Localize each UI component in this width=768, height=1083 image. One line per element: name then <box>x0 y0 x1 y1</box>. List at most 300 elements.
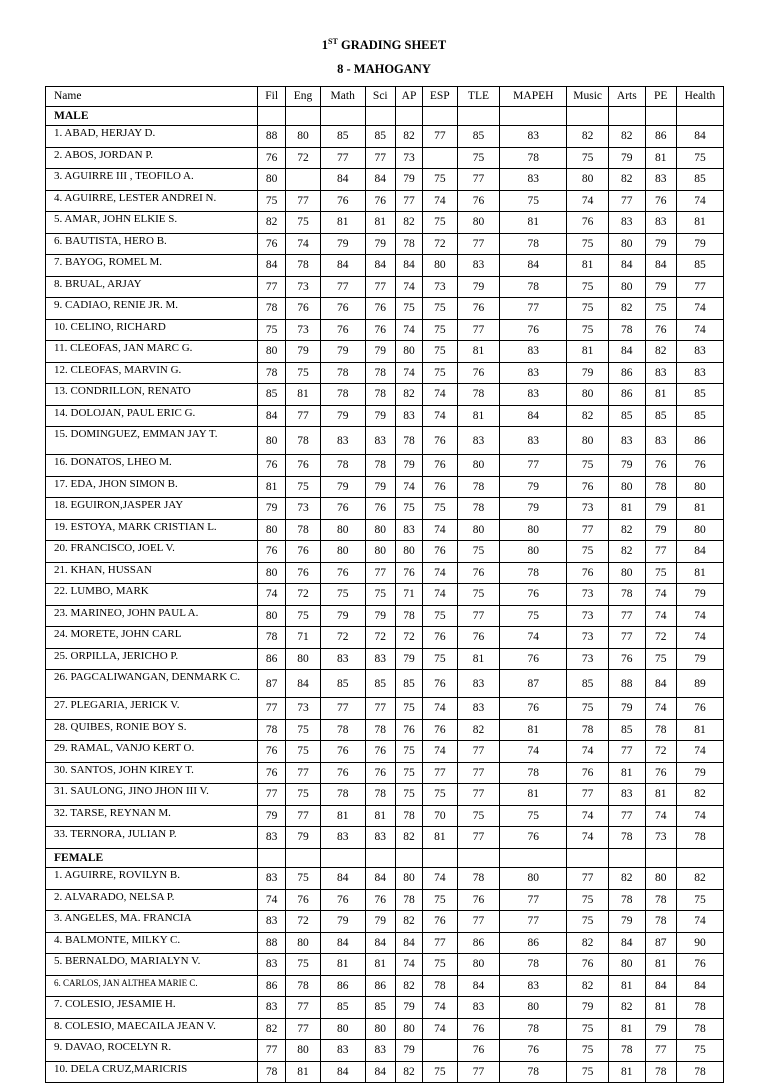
grade-cell: 83 <box>645 169 676 191</box>
column-header-arts: Arts <box>609 87 646 107</box>
grade-cell: 80 <box>320 541 365 563</box>
grade-cell: 75 <box>286 362 320 384</box>
grade-cell: 86 <box>320 975 365 997</box>
section-row-female <box>46 848 724 868</box>
grade-cell: 75 <box>567 233 609 255</box>
grade-cell: 81 <box>645 954 676 976</box>
grade-cell: 85 <box>365 997 395 1019</box>
student-name: 26. PAGCALIWANGAN, DENMARK C. <box>46 670 258 698</box>
grade-cell: 76 <box>365 190 395 212</box>
grade-cell: 83 <box>645 427 676 455</box>
grade-cell: 75 <box>567 147 609 169</box>
grade-cell: 82 <box>395 1061 422 1083</box>
grade-cell: 86 <box>365 975 395 997</box>
grade-cell: 77 <box>365 562 395 584</box>
grade-cell: 79 <box>645 1018 676 1040</box>
grade-cell: 80 <box>457 519 500 541</box>
grade-cell: 76 <box>320 762 365 784</box>
grade-cell: 78 <box>258 362 286 384</box>
grade-cell <box>423 1040 457 1062</box>
grade-cell: 73 <box>567 627 609 649</box>
grade-cell: 74 <box>423 562 457 584</box>
grade-cell: 75 <box>286 784 320 806</box>
grade-cell: 76 <box>258 147 286 169</box>
grade-cell: 76 <box>457 362 500 384</box>
grade-cell: 74 <box>676 805 723 827</box>
grade-cell: 81 <box>609 762 646 784</box>
grade-cell: 82 <box>609 169 646 191</box>
grade-cell: 81 <box>286 384 320 406</box>
grade-cell: 79 <box>395 455 422 477</box>
grade-cell: 80 <box>567 384 609 406</box>
grade-cell: 76 <box>320 298 365 320</box>
grade-cell: 74 <box>423 190 457 212</box>
grade-cell: 85 <box>365 670 395 698</box>
grade-cell: 74 <box>500 741 567 763</box>
grade-cell: 75 <box>395 784 422 806</box>
student-name: 11. CLEOFAS, JAN MARC G. <box>46 341 258 363</box>
column-header-mapeh: MAPEH <box>500 87 567 107</box>
grade-cell: 81 <box>645 784 676 806</box>
grade-cell: 77 <box>500 889 567 911</box>
grade-cell: 75 <box>500 805 567 827</box>
grade-cell: 78 <box>320 455 365 477</box>
empty-cell <box>567 848 609 868</box>
empty-cell <box>567 106 609 126</box>
grade-cell: 78 <box>320 362 365 384</box>
empty-cell <box>365 848 395 868</box>
grade-cell: 78 <box>320 384 365 406</box>
student-name: 22. LUMBO, MARK <box>46 584 258 606</box>
grade-cell: 77 <box>457 319 500 341</box>
grade-cell: 79 <box>365 405 395 427</box>
student-name: 15. DOMINGUEZ, EMMAN JAY T. <box>46 427 258 455</box>
grade-cell: 76 <box>676 698 723 720</box>
grade-cell: 78 <box>395 605 422 627</box>
grade-cell: 77 <box>457 827 500 849</box>
grade-cell: 77 <box>320 276 365 298</box>
grade-cell: 83 <box>500 975 567 997</box>
grade-cell: 84 <box>258 255 286 277</box>
grade-cell: 78 <box>645 719 676 741</box>
student-name: 16. DONATOS, LHEO M. <box>46 455 258 477</box>
grade-cell: 79 <box>320 233 365 255</box>
grade-cell: 77 <box>258 276 286 298</box>
grade-cell: 82 <box>567 126 609 148</box>
grade-cell: 79 <box>395 1040 422 1062</box>
grade-cell: 76 <box>567 954 609 976</box>
grade-cell: 76 <box>365 319 395 341</box>
grade-cell: 80 <box>609 233 646 255</box>
grade-cell: 81 <box>500 784 567 806</box>
grade-cell: 74 <box>676 605 723 627</box>
grade-cell: 81 <box>645 997 676 1019</box>
grade-cell: 81 <box>457 341 500 363</box>
student-name: 24. MORETE, JOHN CARL <box>46 627 258 649</box>
grade-cell: 82 <box>609 868 646 890</box>
grade-cell: 77 <box>395 190 422 212</box>
grade-cell: 76 <box>320 889 365 911</box>
grade-cell: 74 <box>567 805 609 827</box>
grade-cell: 75 <box>423 169 457 191</box>
grade-cell: 77 <box>365 698 395 720</box>
grade-cell: 78 <box>395 233 422 255</box>
grade-cell: 75 <box>567 541 609 563</box>
grade-cell: 83 <box>676 362 723 384</box>
grade-cell: 73 <box>395 147 422 169</box>
grade-cell: 77 <box>258 1040 286 1062</box>
grade-cell: 73 <box>286 319 320 341</box>
empty-cell <box>457 106 500 126</box>
column-header-tle: TLE <box>457 87 500 107</box>
grade-cell: 90 <box>676 932 723 954</box>
grade-cell: 75 <box>500 190 567 212</box>
student-name: 4. AGUIRRE, LESTER ANDREI N. <box>46 190 258 212</box>
grade-cell: 76 <box>320 562 365 584</box>
grade-cell: 76 <box>457 298 500 320</box>
grade-cell: 82 <box>609 997 646 1019</box>
grade-cell: 78 <box>457 476 500 498</box>
grade-cell: 76 <box>567 762 609 784</box>
table-row <box>46 719 724 741</box>
grade-cell: 80 <box>258 519 286 541</box>
grade-cell: 77 <box>286 405 320 427</box>
student-name: 2. ABOS, JORDAN P. <box>46 147 258 169</box>
grade-cell: 83 <box>258 827 286 849</box>
column-header-math: Math <box>320 87 365 107</box>
grade-cell: 76 <box>320 319 365 341</box>
student-name: 30. SANTOS, JOHN KIREY T. <box>46 762 258 784</box>
grade-cell: 72 <box>365 627 395 649</box>
grade-cell: 84 <box>395 932 422 954</box>
empty-cell <box>365 106 395 126</box>
grade-cell: 84 <box>500 255 567 277</box>
grade-cell: 75 <box>395 298 422 320</box>
grade-cell: 82 <box>609 541 646 563</box>
grade-cell: 81 <box>320 805 365 827</box>
grade-cell: 75 <box>423 298 457 320</box>
grade-cell: 79 <box>457 276 500 298</box>
grade-cell: 81 <box>645 384 676 406</box>
grade-cell: 83 <box>258 911 286 933</box>
grade-cell: 75 <box>258 319 286 341</box>
grade-cell: 74 <box>500 627 567 649</box>
grade-cell: 75 <box>395 698 422 720</box>
grade-cell: 88 <box>258 932 286 954</box>
grade-cell: 72 <box>395 627 422 649</box>
table-row <box>46 670 724 698</box>
grade-cell: 79 <box>365 233 395 255</box>
table-row <box>46 911 724 933</box>
grade-cell: 75 <box>365 584 395 606</box>
grade-cell: 79 <box>320 405 365 427</box>
student-name: 23. MARINEO, JOHN PAUL A. <box>46 605 258 627</box>
grade-cell: 78 <box>500 562 567 584</box>
grade-cell: 84 <box>500 405 567 427</box>
grade-cell: 84 <box>645 670 676 698</box>
grade-cell: 74 <box>423 997 457 1019</box>
grade-cell: 76 <box>423 911 457 933</box>
grade-cell: 76 <box>567 562 609 584</box>
grade-cell: 75 <box>567 698 609 720</box>
table-row <box>46 455 724 477</box>
grade-cell: 74 <box>423 384 457 406</box>
grade-cell: 78 <box>645 1061 676 1083</box>
table-row <box>46 741 724 763</box>
table-row <box>46 405 724 427</box>
grade-cell: 74 <box>423 698 457 720</box>
grade-cell: 76 <box>645 455 676 477</box>
grade-cell: 79 <box>500 498 567 520</box>
grade-cell: 80 <box>365 541 395 563</box>
column-header-esp: ESP <box>423 87 457 107</box>
empty-cell <box>395 106 422 126</box>
grade-cell: 84 <box>395 255 422 277</box>
grade-cell: 77 <box>609 627 646 649</box>
student-name: 20. FRANCISCO, JOEL V. <box>46 541 258 563</box>
grade-cell: 79 <box>258 805 286 827</box>
grade-cell: 84 <box>365 1061 395 1083</box>
empty-cell <box>423 848 457 868</box>
grade-cell: 83 <box>500 169 567 191</box>
grade-cell: 85 <box>320 997 365 1019</box>
table-row <box>46 698 724 720</box>
grade-cell: 73 <box>645 827 676 849</box>
empty-cell <box>320 848 365 868</box>
empty-cell <box>423 106 457 126</box>
grade-cell: 75 <box>286 741 320 763</box>
grade-cell: 77 <box>457 762 500 784</box>
grade-cell: 77 <box>286 805 320 827</box>
grade-cell: 85 <box>457 126 500 148</box>
grade-cell: 73 <box>286 276 320 298</box>
grade-cell: 75 <box>567 455 609 477</box>
grade-cell: 83 <box>500 427 567 455</box>
grade-cell: 80 <box>395 1018 422 1040</box>
empty-cell <box>320 106 365 126</box>
student-name: 17. EDA, JHON SIMON B. <box>46 476 258 498</box>
grade-cell: 81 <box>320 212 365 234</box>
grade-cell: 75 <box>320 584 365 606</box>
column-header-ap: AP <box>395 87 422 107</box>
grade-cell: 74 <box>676 298 723 320</box>
grade-cell: 84 <box>365 255 395 277</box>
table-row <box>46 384 724 406</box>
table-row <box>46 147 724 169</box>
grade-cell: 76 <box>365 741 395 763</box>
table-row <box>46 562 724 584</box>
grade-cell: 76 <box>258 762 286 784</box>
grade-cell: 77 <box>423 126 457 148</box>
grade-cell: 79 <box>645 519 676 541</box>
grade-cell: 74 <box>676 190 723 212</box>
grade-cell: 83 <box>365 648 395 670</box>
grade-cell: 76 <box>609 648 646 670</box>
student-name: 10. DELA CRUZ,MARICRIS <box>46 1061 258 1083</box>
grade-cell: 81 <box>365 805 395 827</box>
grade-cell: 84 <box>609 341 646 363</box>
grade-cell: 82 <box>567 932 609 954</box>
grade-cell: 81 <box>609 975 646 997</box>
grade-cell: 86 <box>609 362 646 384</box>
grade-cell: 79 <box>676 233 723 255</box>
grade-cell: 77 <box>645 1040 676 1062</box>
grade-cell: 78 <box>500 1061 567 1083</box>
grade-cell: 75 <box>258 190 286 212</box>
grade-cell: 80 <box>395 341 422 363</box>
grade-cell: 84 <box>609 255 646 277</box>
column-header-health: Health <box>676 87 723 107</box>
grade-cell: 75 <box>645 298 676 320</box>
grade-cell: 87 <box>500 670 567 698</box>
grade-cell: 86 <box>676 427 723 455</box>
grade-cell: 83 <box>365 1040 395 1062</box>
grade-cell: 83 <box>457 427 500 455</box>
grade-cell: 80 <box>609 954 646 976</box>
grade-cell: 82 <box>258 212 286 234</box>
section-label: MALE <box>46 106 258 126</box>
student-name: 8. BRUAL, ARJAY <box>46 276 258 298</box>
grade-cell: 83 <box>645 212 676 234</box>
grade-cell: 83 <box>258 954 286 976</box>
grade-cell: 80 <box>676 519 723 541</box>
grade-cell: 78 <box>645 911 676 933</box>
empty-cell <box>609 848 646 868</box>
table-row <box>46 362 724 384</box>
grade-cell: 84 <box>609 932 646 954</box>
grade-cell: 84 <box>365 868 395 890</box>
grade-cell: 77 <box>286 1018 320 1040</box>
grade-cell: 77 <box>365 276 395 298</box>
grade-cell: 76 <box>423 541 457 563</box>
empty-cell <box>258 106 286 126</box>
grade-cell: 73 <box>567 648 609 670</box>
grades-table <box>45 86 724 1083</box>
grade-cell: 75 <box>676 147 723 169</box>
grade-cell: 84 <box>645 255 676 277</box>
grade-cell: 76 <box>320 190 365 212</box>
empty-cell <box>500 106 567 126</box>
grade-cell: 75 <box>457 147 500 169</box>
grade-cell: 76 <box>423 476 457 498</box>
table-row <box>46 762 724 784</box>
column-header-music: Music <box>567 87 609 107</box>
grade-cell: 81 <box>258 476 286 498</box>
grade-cell: 86 <box>500 932 567 954</box>
student-name: 18. EGUIRON,JASPER JAY <box>46 498 258 520</box>
grade-cell: 82 <box>395 911 422 933</box>
grade-cell: 85 <box>609 719 646 741</box>
grade-cell: 74 <box>395 362 422 384</box>
empty-cell <box>645 848 676 868</box>
grade-cell: 83 <box>320 648 365 670</box>
student-name: 29. RAMAL, VANJO KERT O. <box>46 741 258 763</box>
grade-cell: 76 <box>423 427 457 455</box>
grade-cell: 76 <box>500 698 567 720</box>
grade-cell: 76 <box>567 476 609 498</box>
grade-cell: 78 <box>676 1018 723 1040</box>
grade-cell: 80 <box>258 562 286 584</box>
grade-cell: 75 <box>423 954 457 976</box>
grade-cell: 82 <box>609 519 646 541</box>
table-row <box>46 255 724 277</box>
student-name: 9. DAVAO, ROCELYN R. <box>46 1040 258 1062</box>
grade-cell: 83 <box>609 212 646 234</box>
grade-cell: 76 <box>457 562 500 584</box>
grade-cell: 80 <box>320 1018 365 1040</box>
student-name: 32. TARSE, REYNAN M. <box>46 805 258 827</box>
grade-cell: 88 <box>258 126 286 148</box>
grade-cell: 79 <box>365 911 395 933</box>
student-name: 1. ABAD, HERJAY D. <box>46 126 258 148</box>
grade-cell: 75 <box>567 1040 609 1062</box>
grade-cell: 74 <box>567 190 609 212</box>
grade-cell: 79 <box>258 498 286 520</box>
grade-cell: 75 <box>286 868 320 890</box>
table-row <box>46 889 724 911</box>
grade-cell: 80 <box>365 519 395 541</box>
grade-cell: 78 <box>320 784 365 806</box>
student-name: 7. BAYOG, ROMEL M. <box>46 255 258 277</box>
grade-cell: 85 <box>395 670 422 698</box>
grade-cell: 83 <box>395 405 422 427</box>
grade-cell: 77 <box>423 932 457 954</box>
grade-cell: 80 <box>609 476 646 498</box>
grade-cell: 81 <box>609 1018 646 1040</box>
student-name: 6. BAUTISTA, HERO B. <box>46 233 258 255</box>
grade-cell: 85 <box>645 405 676 427</box>
grade-cell: 86 <box>258 648 286 670</box>
grade-cell: 77 <box>258 784 286 806</box>
grade-cell: 75 <box>286 212 320 234</box>
grade-cell: 84 <box>457 975 500 997</box>
grade-cell: 83 <box>365 827 395 849</box>
grade-cell: 78 <box>500 762 567 784</box>
grade-cell: 74 <box>395 276 422 298</box>
grade-cell: 75 <box>457 584 500 606</box>
grade-cell: 80 <box>500 541 567 563</box>
student-name: 3. ANGELES, MA. FRANCIA <box>46 911 258 933</box>
grade-cell: 88 <box>609 670 646 698</box>
grade-cell: 76 <box>457 1018 500 1040</box>
student-name: 25. ORPILLA, JERICHO P. <box>46 648 258 670</box>
grade-cell: 77 <box>286 997 320 1019</box>
student-name: 9. CADIAO, RENIE JR. M. <box>46 298 258 320</box>
grade-cell: 80 <box>258 427 286 455</box>
grade-cell: 83 <box>395 519 422 541</box>
grade-cell: 76 <box>423 719 457 741</box>
grade-cell: 89 <box>676 670 723 698</box>
grade-cell: 77 <box>500 911 567 933</box>
grade-cell: 84 <box>676 126 723 148</box>
table-row <box>46 319 724 341</box>
grade-cell: 81 <box>500 719 567 741</box>
table-row <box>46 784 724 806</box>
grade-cell: 82 <box>676 784 723 806</box>
grade-cell: 76 <box>423 455 457 477</box>
grade-cell: 75 <box>567 1018 609 1040</box>
grade-cell: 74 <box>676 319 723 341</box>
grade-cell: 82 <box>457 719 500 741</box>
grade-cell: 84 <box>320 932 365 954</box>
table-row <box>46 932 724 954</box>
grade-cell: 75 <box>395 762 422 784</box>
grade-cell: 79 <box>286 827 320 849</box>
grade-cell: 78 <box>365 384 395 406</box>
grade-cell: 75 <box>423 362 457 384</box>
grade-cell: 80 <box>676 476 723 498</box>
student-name: 19. ESTOYA, MARK CRISTIAN L. <box>46 519 258 541</box>
